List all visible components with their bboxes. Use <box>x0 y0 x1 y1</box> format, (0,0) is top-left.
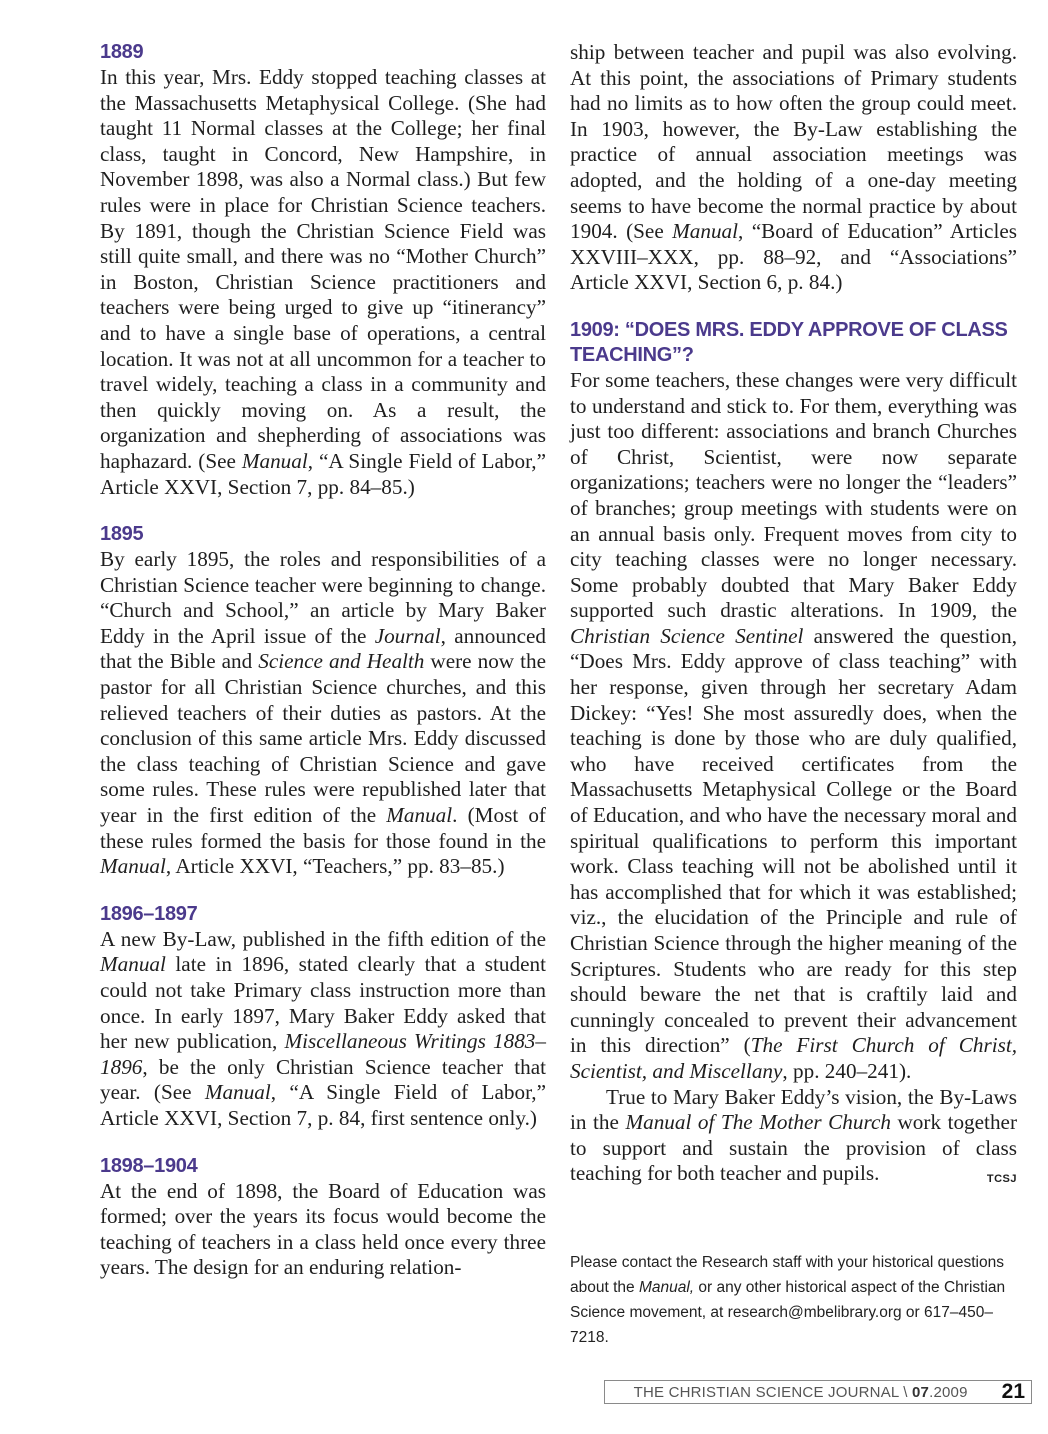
text-run: Please contact the Research staff with your historical questions about the <box>570 1254 1004 1296</box>
text-run: answered the question, “Does Mrs. Eddy approve of class teaching” with her response, given through her secretary Adam Dickey: “Yes! She most assuredly does, when the teaching is done by those who are duly qualified, who have received certificates from the Massachusetts Metaphysical College or the Board of Education, and who have the necessary moral and spiritual qualifications to perform this important work. Class teaching will not be abolished until it has accomplished that for which it was established; viz., the elucidation of the Principle and rule of Christian Science through the higher meaning of the Scriptures. Students who are ready for this step should beware the net that is craftily laid and cunningly concealed to prevent their advancement in this direction” ( <box>570 623 1017 1058</box>
research-contact-note <box>570 1250 1015 1350</box>
publication-name <box>634 1384 968 1401</box>
text-run: , announced that the Bible and <box>100 623 546 674</box>
paragraph-1898-1904 <box>100 1179 546 1281</box>
title-reference: Journal <box>374 623 441 648</box>
section-heading-1896-1897: 1896–1897 <box>100 902 198 925</box>
text-run: , Article XXVI, “Teachers,” pp. 83–85.) <box>165 854 505 879</box>
paragraph-continued <box>570 40 1017 296</box>
title-reference: Manual <box>100 952 166 977</box>
publication-title: THE CHRISTIAN SCIENCE JOURNAL \ <box>633 1383 912 1401</box>
text-run: For some teachers, these changes were very difficult to understand and stick to. For them, everything was just too different: associations and branch Churches of Christ, Scientist, were now separate organizations; teachers were no longer the “leaders” of branches; group meetings with students were on an annual basis only. Frequent moves from city to city teaching classes were no longer necessary. Some probably doubted that Mary Baker Eddy supported such drastic alterations. In 1909, the <box>570 367 1017 623</box>
title-reference: Manual <box>672 219 739 244</box>
title-reference: Manual, <box>638 1279 695 1296</box>
paragraph-1909 <box>570 368 1017 1085</box>
paragraph-1889 <box>100 65 546 500</box>
email-at-sign: @ <box>787 1304 804 1321</box>
text-run: True to Mary Baker Eddy’s vision, the By-Laws in the <box>570 1084 1017 1135</box>
text-run: ship between teacher and pupil was also evolving. At this point, the associations of Primary students had no limits as to how often the group could meet. In 1903, however, the By-Law establishing the practice of annual association meetings was adopted, and the holding of a one-day meeting seems to have become the normal practice by about 1904. (See <box>570 40 1017 244</box>
text-run: or any other historical aspect of the Christian Science movement, at research <box>570 1279 1006 1321</box>
left-column <box>100 40 546 1281</box>
title-reference: Christian Science Sentinel <box>570 623 804 648</box>
title-reference: Manual <box>204 1080 271 1105</box>
text-run: late in 1896, stated clearly that a student could not take Primary class instruction more than once. In early 1897, Mary Baker Eddy asked that her new publication, <box>100 952 546 1054</box>
section-heading-1898-1904: 1898–1904 <box>100 1154 198 1177</box>
text-run: At the end of 1898, the Board of Education was formed; over the years its focus would become the teaching of teachers in a class held once every three years. The design for an enduring relation- <box>100 1178 546 1280</box>
section-heading-1889: 1889 <box>100 41 144 63</box>
issue-month: 07 <box>912 1383 930 1401</box>
title-reference: The First Church of Christ, Scientist, and Miscellany <box>570 1033 1018 1083</box>
page-number: 21 <box>1001 1380 1025 1403</box>
text-run: By early 1895, the roles and responsibilities of a Christian Science teacher were beginning to change. “Church and School,” an article by Mary Baker Eddy in the April issue of the <box>100 547 546 648</box>
text-run: , “Board of Education” Articles XXVIII–XXX, pp. 88–92, and “Associations” Article XXVI, Section 6, p. 84.) <box>570 219 1017 295</box>
paragraph-closing <box>570 1085 1017 1187</box>
text-run: work together to support and sustain the provision of class teaching for both teacher and pupils. <box>570 1110 1017 1186</box>
article-signature: TCSJ <box>986 1173 1017 1186</box>
page-footer <box>604 1380 1032 1404</box>
title-reference: Manual <box>100 854 166 879</box>
title-reference: Manual <box>241 448 308 473</box>
title-reference: Manual <box>386 803 453 828</box>
text-run: . (Most of these rules formed the basis for those found in the <box>100 803 546 853</box>
text-run: , “A Single Field of Labor,” Article XXVI, Section 7, pp. 84–85.) <box>100 448 546 499</box>
title-reference: Science and Health <box>258 649 425 674</box>
title-reference: Manual of The Mother Church <box>625 1110 891 1135</box>
section-heading-1909: 1909: “DOES MRS. EDDY APPROVE OF CLASS TEACHING”? <box>570 318 1008 366</box>
right-column <box>570 40 1017 1193</box>
section-heading-1895: 1895 <box>100 523 144 546</box>
title-reference: Miscellaneous Writings 1883–1896 <box>100 1029 546 1079</box>
paragraph-1895 <box>100 547 546 880</box>
text-run: A new By-Law, published in the fifth edition of the <box>100 926 546 951</box>
text-run: , be the only Christian Science teacher that year. (See <box>100 1054 546 1105</box>
text-run: , “A Single Field of Labor,” Article XXVI, Section 7, p. 84, first sentence only.) <box>100 1080 546 1130</box>
issue-year: .2009 <box>929 1383 968 1401</box>
text-run: In this year, Mrs. Eddy stopped teaching classes at the Massachusetts Metaphysical College. (She had taught 11 Normal classes at the College; her final class, taught in Concord, New Hampshire, in November 1898, was also a Normal class.) But few rules were in place for Christian Science teachers. By 1891, though the Christian Science Field was still quite small, and there was no “Mother Church” in Boston, Christian Science practitioners and teachers were being urged to give up “itinerancy” and to have a single base of operations, a central location. It was not at all uncommon for a teacher to travel widely, teaching a class in a community and then quickly moving on. As a result, the organization and shepherding of associations was haphazard. (See <box>100 65 546 473</box>
text-run: mbelibrary.org or 617–450–7218. <box>570 1304 993 1346</box>
paragraph-1896-1897 <box>100 927 546 1132</box>
text-run: were now the pastor for all Christian Science churches, and this relieved teachers of their duties as pastors. At the conclusion of this same article Mrs. Eddy discussed the class teaching of Christian Science and gave some rules. These rules were republished later that year in the first edition of the <box>100 649 546 828</box>
text-run: , pp. 240–241). <box>782 1058 912 1083</box>
